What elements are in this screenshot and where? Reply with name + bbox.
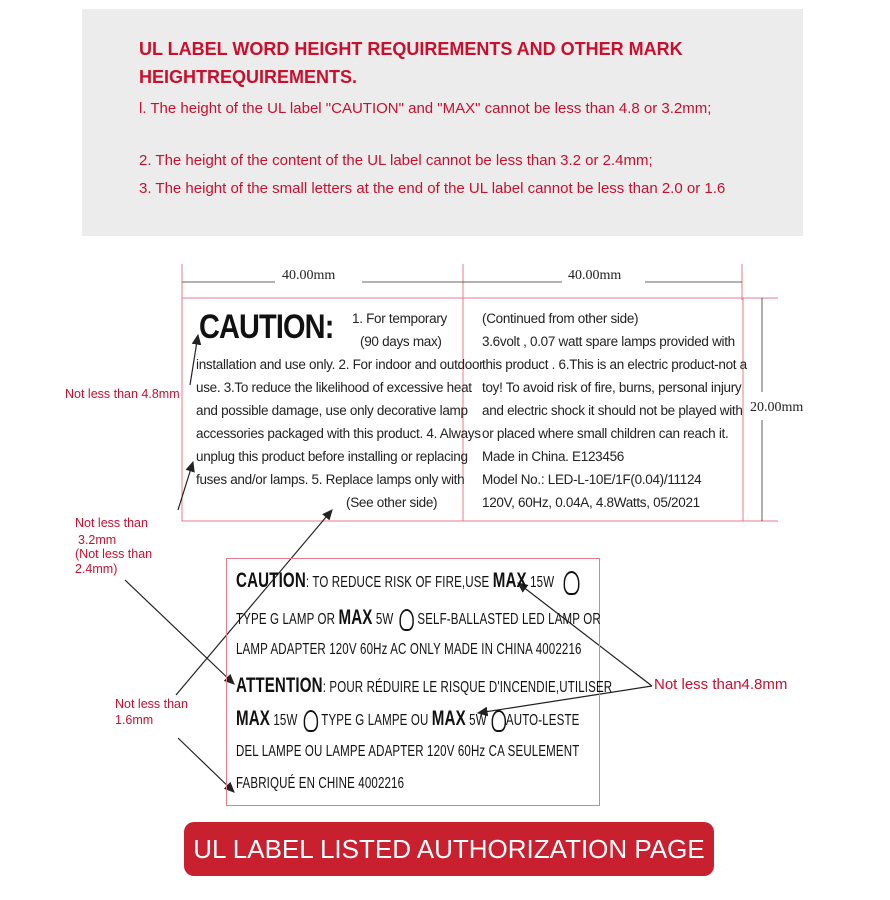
ul-attention: ATTENTION — [236, 674, 323, 697]
label-right-line-3: this product . 6.This is an electric product-not a — [482, 357, 747, 372]
requirement-2: 2. The height of the content of the UL label cannot be less than 3.2 or 2.4mm; — [139, 152, 653, 169]
ul-line-5: MAX 15W TYPE G LAMPE OU MAX 5W AUTO-LESTE — [236, 707, 580, 730]
annotation-small-height-b: 1.6mm — [115, 713, 154, 727]
label-left-line-5: and possible damage, use only decorative lamp — [196, 403, 468, 418]
ul-line-3: LAMP ADAPTER 120V 60Hz AC ONLY MADE IN CHINA 4002216 — [236, 641, 582, 658]
label-left-line-2: (90 days max) — [360, 334, 442, 349]
label-left-line-7: unplug this product before installing or replacing — [196, 449, 468, 464]
label-right-line-5: and electric shock it should not be played with — [482, 403, 743, 418]
ul-line-6: DEL LAMPE OU LAMPE ADAPTER 120V 60Hz CA SEULEMENT — [236, 743, 580, 760]
ul-caution: CAUTION — [236, 569, 306, 592]
ul-line-4: ATTENTION: POUR RÉDUIRE LE RISQUE D'INCENDIE,UTILISER — [236, 674, 613, 697]
requirements-title: UL LABEL WORD HEIGHT REQUIREMENTS AND OTHER MARK HEIGHTREQUIREMENTS. — [139, 39, 683, 87]
ul-line-2: TYPE G LAMP OR MAX 5W SELF-BALLASTED LED LAMP OR — [236, 606, 601, 629]
right-width-dimension: 40.00mm — [568, 268, 622, 283]
caution-heading: CAUTION: — [199, 308, 334, 346]
bulb-icon — [492, 710, 506, 732]
label-right-line-8: Model No.: LED-L-10E/1F(0.04)/11124 — [482, 472, 702, 487]
label-left-line-9: (See other side) — [346, 495, 438, 510]
label-left-line-3: installation and use only. 2. For indoor and outdoor — [196, 357, 484, 372]
ul-max-1: MAX — [492, 569, 527, 592]
label-right-line-6: or placed where small children can reach it. — [482, 426, 729, 441]
ul-max-3: MAX — [236, 707, 271, 730]
label-right-line-1: (Continued from other side) — [482, 311, 639, 326]
label-right-line-4: toy! To avoid risk of fire, burns, personal injury — [482, 380, 742, 395]
annotation-max-height: Not less than4.8mm — [654, 676, 788, 693]
label-left-line-6: accessories packaged with this product. 4. Always — [196, 426, 481, 441]
ul-line-7: FABRIQUÉ EN CHINE 4002216 — [236, 775, 405, 792]
annotation-content-height-b: 3.2mm — [78, 533, 117, 547]
left-width-dimension: 40.00mm — [282, 268, 336, 283]
requirement-3: 3. The height of the small letters at the end of the UL label cannot be less than 2.0 or 1.6 — [139, 180, 726, 197]
label-right-line-9: 120V, 60Hz, 0.04A, 4.8Watts, 05/2021 — [482, 495, 700, 510]
bulb-icon — [563, 571, 579, 595]
ul-max-2: MAX — [338, 606, 373, 629]
annotation-small-height-a: Not less than — [115, 697, 188, 711]
bulb-icon — [304, 710, 318, 732]
annotation-caution-height: Not less than 4.8mm — [65, 387, 180, 401]
label-left-line-1: 1. For temporary — [352, 311, 447, 326]
height-dimension: 20.00mm — [750, 400, 804, 415]
label-left-line-8: fuses and/or lamps. 5. Replace lamps only with — [196, 472, 465, 487]
annotation-content-height-a: Not less than — [75, 516, 148, 530]
label-right-line-7: Made in China. E123456 — [482, 449, 625, 464]
annotation-content-height-c: (Not less than — [75, 547, 153, 561]
footer-banner: UL LABEL LISTED AUTHORIZATION PAGE — [184, 822, 714, 876]
ul-max-4: MAX — [431, 707, 466, 730]
label-left-line-4: use. 3.To reduce the likelihood of excessive heat — [196, 380, 472, 395]
ul-label-box — [226, 558, 613, 806]
annotation-content-height-d: 2.4mm) — [75, 562, 118, 576]
requirement-1: l. The height of the UL label "CAUTION" and "MAX" cannot be less than 4.8 or 3.2mm; — [139, 100, 712, 117]
bulb-icon — [400, 609, 414, 631]
ul-line-1: CAUTION: TO REDUCE RISK OF FIRE,USE MAX 15W — [236, 569, 579, 595]
label-right-line-2: 3.6volt , 0.07 watt spare lamps provided with — [482, 334, 735, 349]
